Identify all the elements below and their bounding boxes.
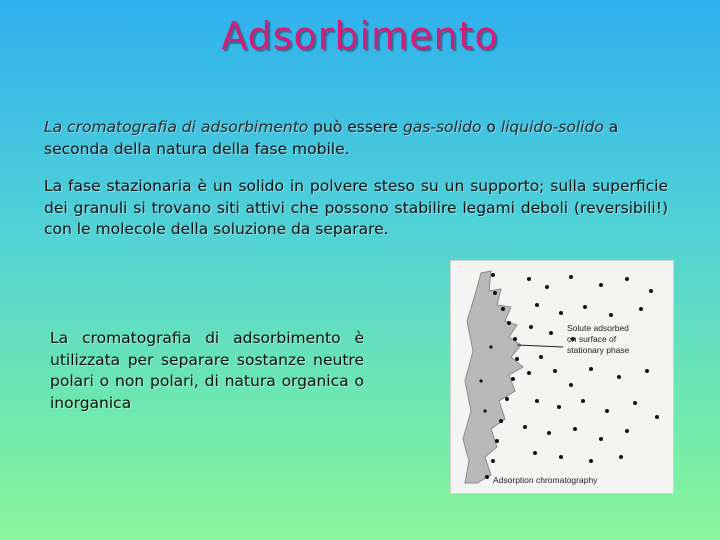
intro-text-3: a seconda della natura della fase mobile. (44, 118, 619, 158)
usage-substances: sostanze neutre polari o non polari (50, 350, 364, 390)
adsorption-figure (450, 260, 674, 494)
adsorption-diagram (451, 261, 673, 493)
intro-paragraph (44, 116, 676, 160)
figure-caption: Adsorption chromatography (493, 475, 598, 485)
slide-title: Adsorbimento (221, 14, 499, 58)
usage-paragraph (50, 328, 364, 414)
gas-solid-term: gas-solido (402, 118, 482, 136)
usage-text-1: La cromatografia di adsorbimento è utilizzata per separare (50, 329, 364, 369)
intro-text-2: o (481, 118, 501, 136)
intro-text-1: può essere (308, 118, 403, 136)
intro-term: La cromatografia di adsorbimento (44, 118, 309, 136)
stationary-phase-surface (463, 271, 523, 483)
pointer-line (517, 345, 563, 347)
figure-label-line2: on surface of (567, 334, 617, 344)
usage-text-2: , di natura organica o inorganica (50, 372, 364, 412)
figure-label-line1: Solute adsorbed (567, 323, 629, 333)
figure-label-line3: stationary phase (567, 345, 630, 355)
stationary-phase-paragraph: La fase stazionaria è un solido in polvere steso su un supporto; sulla superficie dei granuli si trovano siti attivi che possono stabilire legami deboli (reversibili!) con le molecole della soluzione da separare. (44, 177, 668, 238)
free-solute-dots (523, 275, 659, 463)
liquid-solid-term: liquido-solido (500, 118, 604, 136)
